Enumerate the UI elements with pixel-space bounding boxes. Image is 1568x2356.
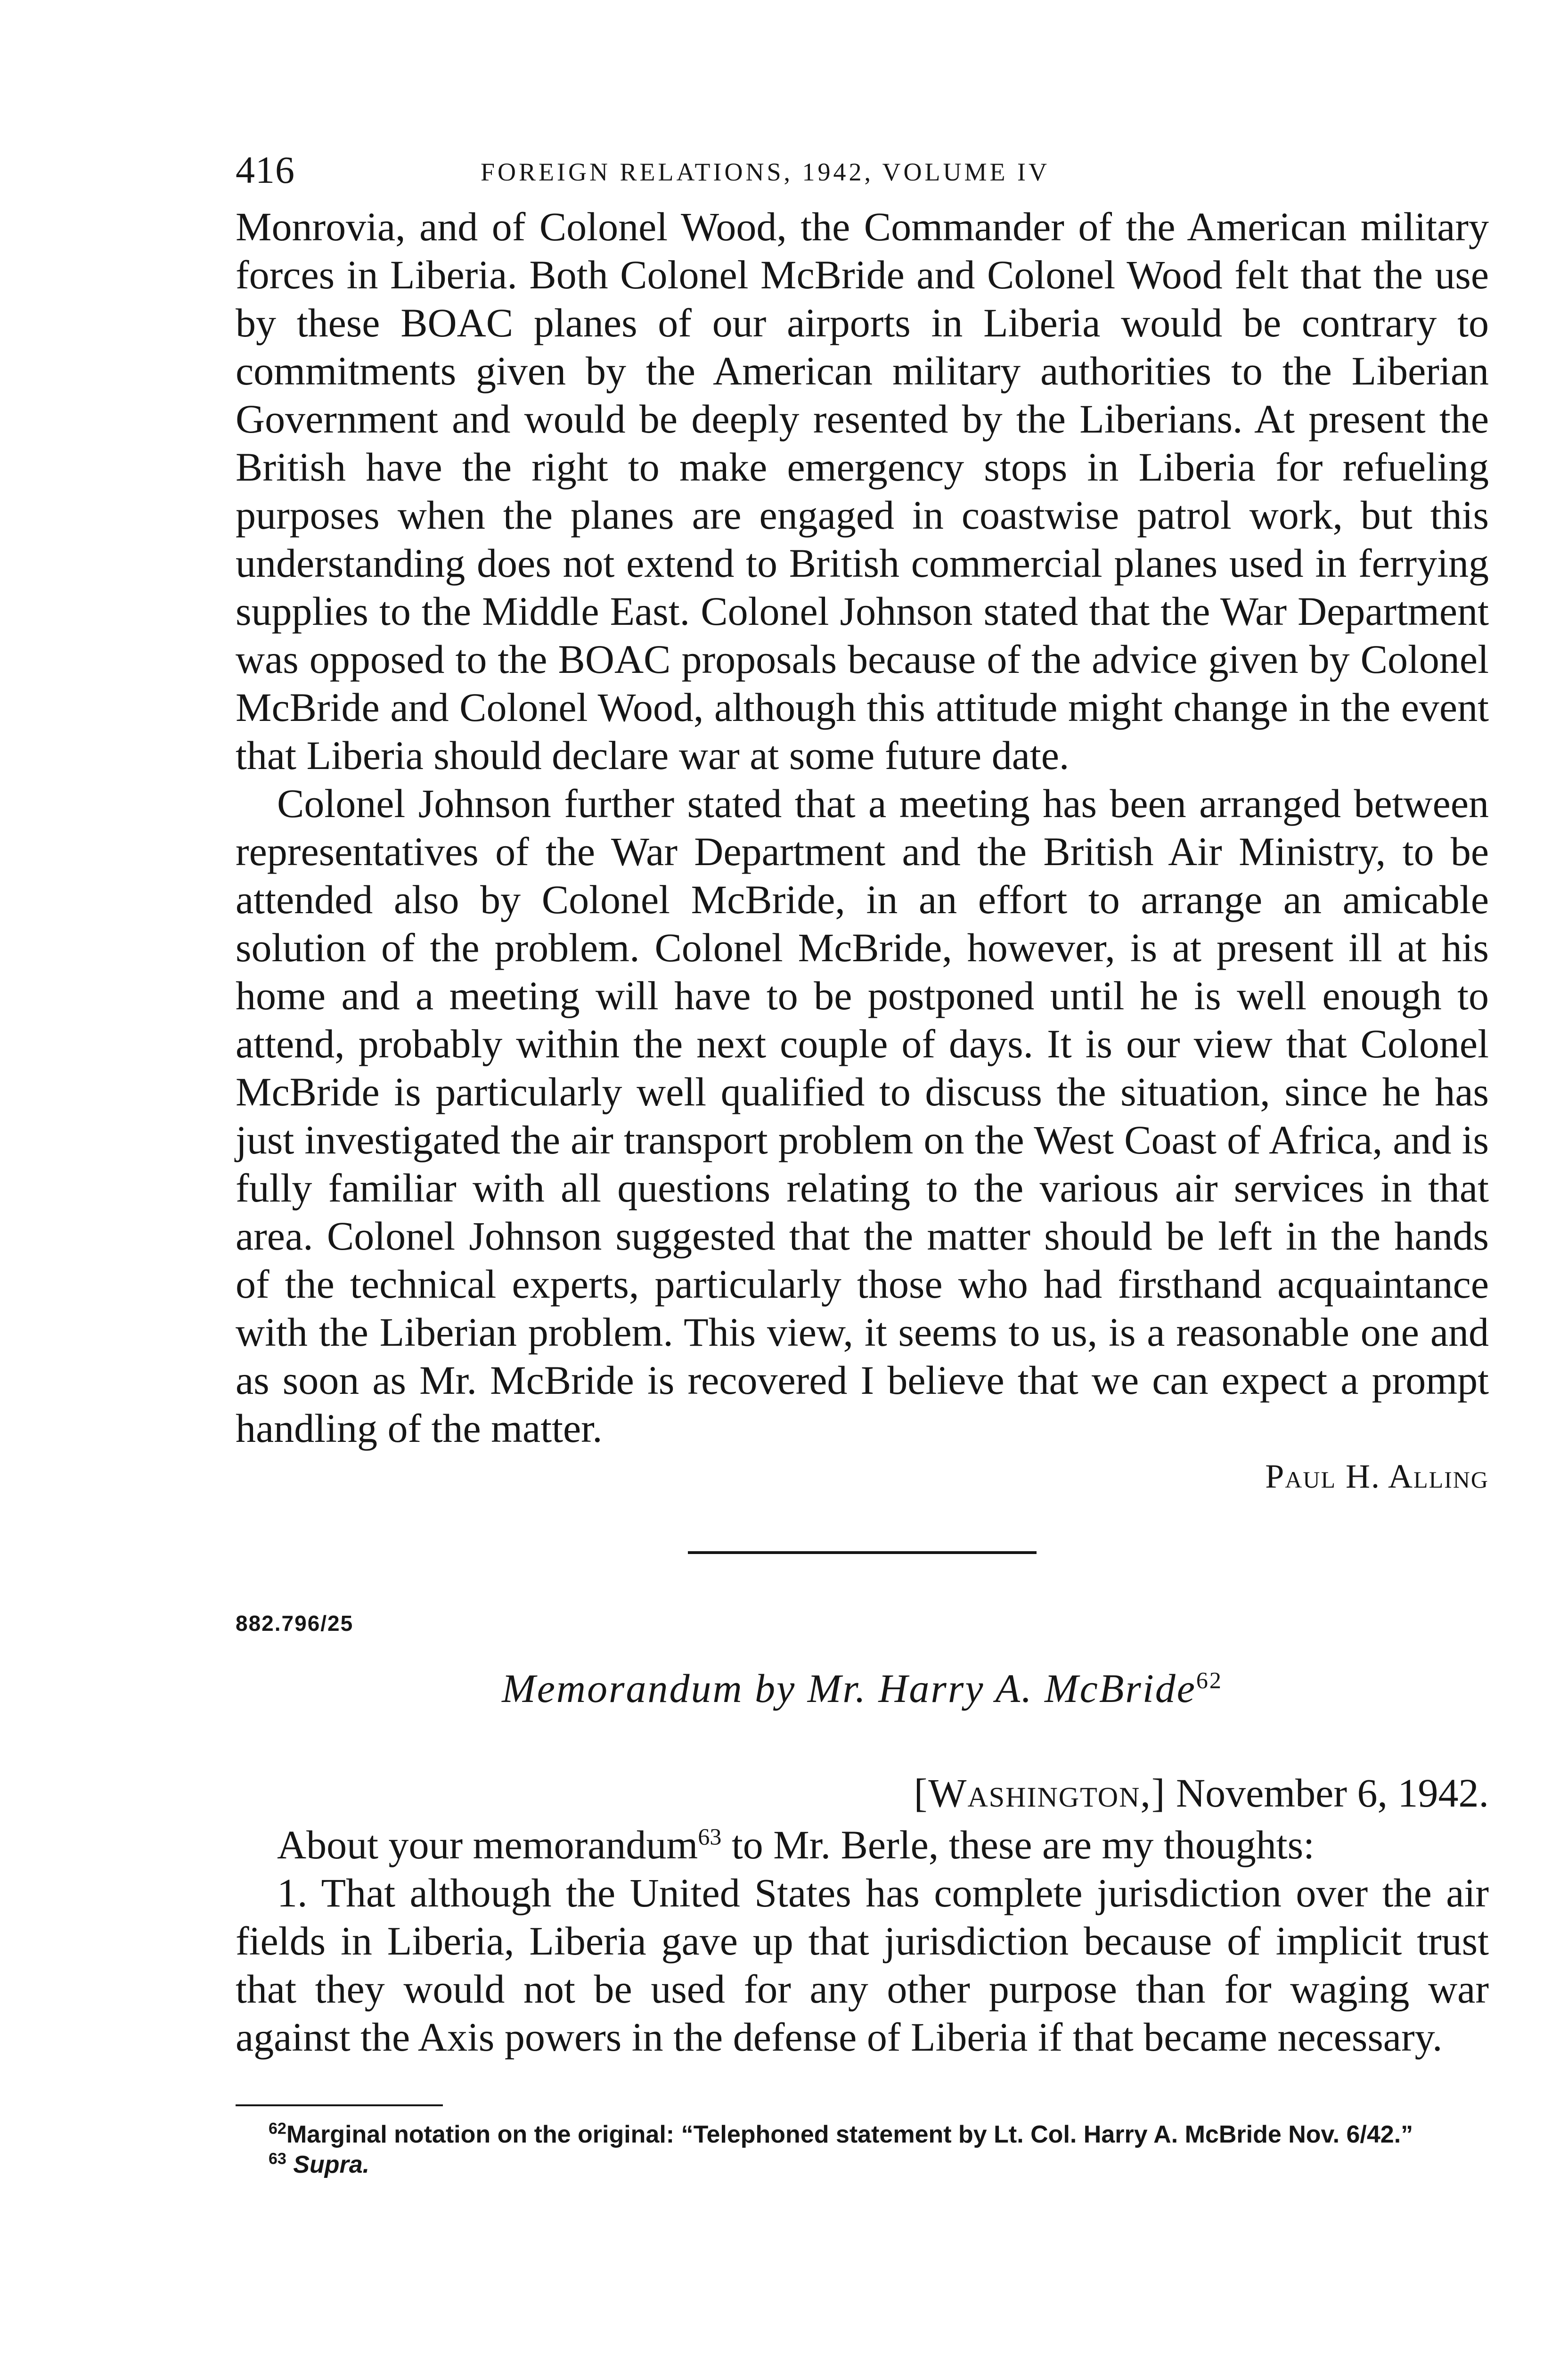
- footnote-rule: [236, 2104, 443, 2106]
- footnote-62-text: Marginal notation on the original: “Telephoned statement by Lt. Col. Harry A. McBride Nov. 6/42.”: [286, 2121, 1413, 2148]
- dateline-date: November 6, 1942.: [1176, 1770, 1489, 1816]
- footnotes: [236, 2119, 1489, 2180]
- memo-body: [236, 1821, 1489, 2061]
- signature: Paul H. Alling: [1265, 1457, 1489, 1495]
- dateline: [236, 1769, 1489, 1817]
- footnote-62: [236, 2119, 1489, 2150]
- footnote-63-number: 63: [269, 2150, 286, 2168]
- file-number: 882.796/25: [236, 1611, 354, 1636]
- page-number: 416: [236, 148, 295, 191]
- document-page: [236, 148, 1489, 2180]
- footnote-ref-63: 63: [698, 1823, 722, 1850]
- memo-title: [236, 1668, 1489, 1709]
- running-head: [236, 148, 1489, 203]
- memo-intro-start: About your memorandum: [277, 1822, 698, 1867]
- memo-intro: [236, 1821, 1489, 1869]
- section-divider: [688, 1551, 1037, 1554]
- memo-intro-end: to Mr. Berle, these are my thoughts:: [721, 1822, 1315, 1867]
- footnote-62-number: 62: [269, 2119, 286, 2138]
- footnote-63-text: Supra.: [293, 2151, 370, 2178]
- letter-continuation: [236, 203, 1489, 1500]
- paragraph-continued: Monrovia, and of Colonel Wood, the Commander of the American military forces in Liberia. Both Colonel McBride and Colonel Wood felt that the use by these BOAC planes of our airports in Liberia would be contrary to commitments given by the American military authorities to the Liberian Government and would be deeply resented by the Liberians. At present the British have the right to make emergency stops in Liberia for refueling purposes when the planes are engaged in coastwise patrol work, but this understanding does not extend to British commercial planes used in ferrying supplies to the Middle East. Colonel Johnson stated that the War Department was opposed to the BOAC proposals because of the advice given by Colonel McBride and Colonel Wood, although this attitude might change in the event that Liberia should declare war at some future date.: [236, 204, 1489, 778]
- footnote-63: [236, 2150, 1489, 2180]
- running-title: FOREIGN RELATIONS, 1942, VOLUME IV: [481, 158, 1050, 186]
- memo-title-text: Memorandum by Mr. Harry A. McBride: [502, 1666, 1196, 1711]
- footnote-ref-62: 62: [1196, 1667, 1223, 1693]
- memo-point-1: 1. That although the United States has complete jurisdiction over the air fields in Liberia, Liberia gave up that jurisdiction because of implicit trust that they would not be used for any other purpose than for waging war against the Axis powers in the defense of Liberia if that became necessary.: [236, 1870, 1489, 2060]
- dateline-place: [Washington,]: [914, 1770, 1166, 1816]
- paragraph-meeting: Colonel Johnson further stated that a meeting has been arranged between representatives of the War Department and the British Air Ministry, to be attended also by Colonel McBride, in an effort to arrange an amicable solution of the problem. Colonel McBride, however, is at present ill at his home and a meeting will have to be postponed until he is well enough to attend, probably within the next couple of days. It is our view that Colonel McBride is particularly well qualified to discuss the situation, since he has just investigated the air transport problem on the West Coast of Africa, and is fully familiar with all questions relating to the various air services in that area. Colonel Johnson suggested that the matter should be left in the hands of the technical experts, particularly those who had firsthand acquaintance with the Liberian problem. This view, it seems to us, is a reasonable one and as soon as Mr. McBride is recovered I believe that we can expect a prompt handling of the matter.: [236, 781, 1489, 1451]
